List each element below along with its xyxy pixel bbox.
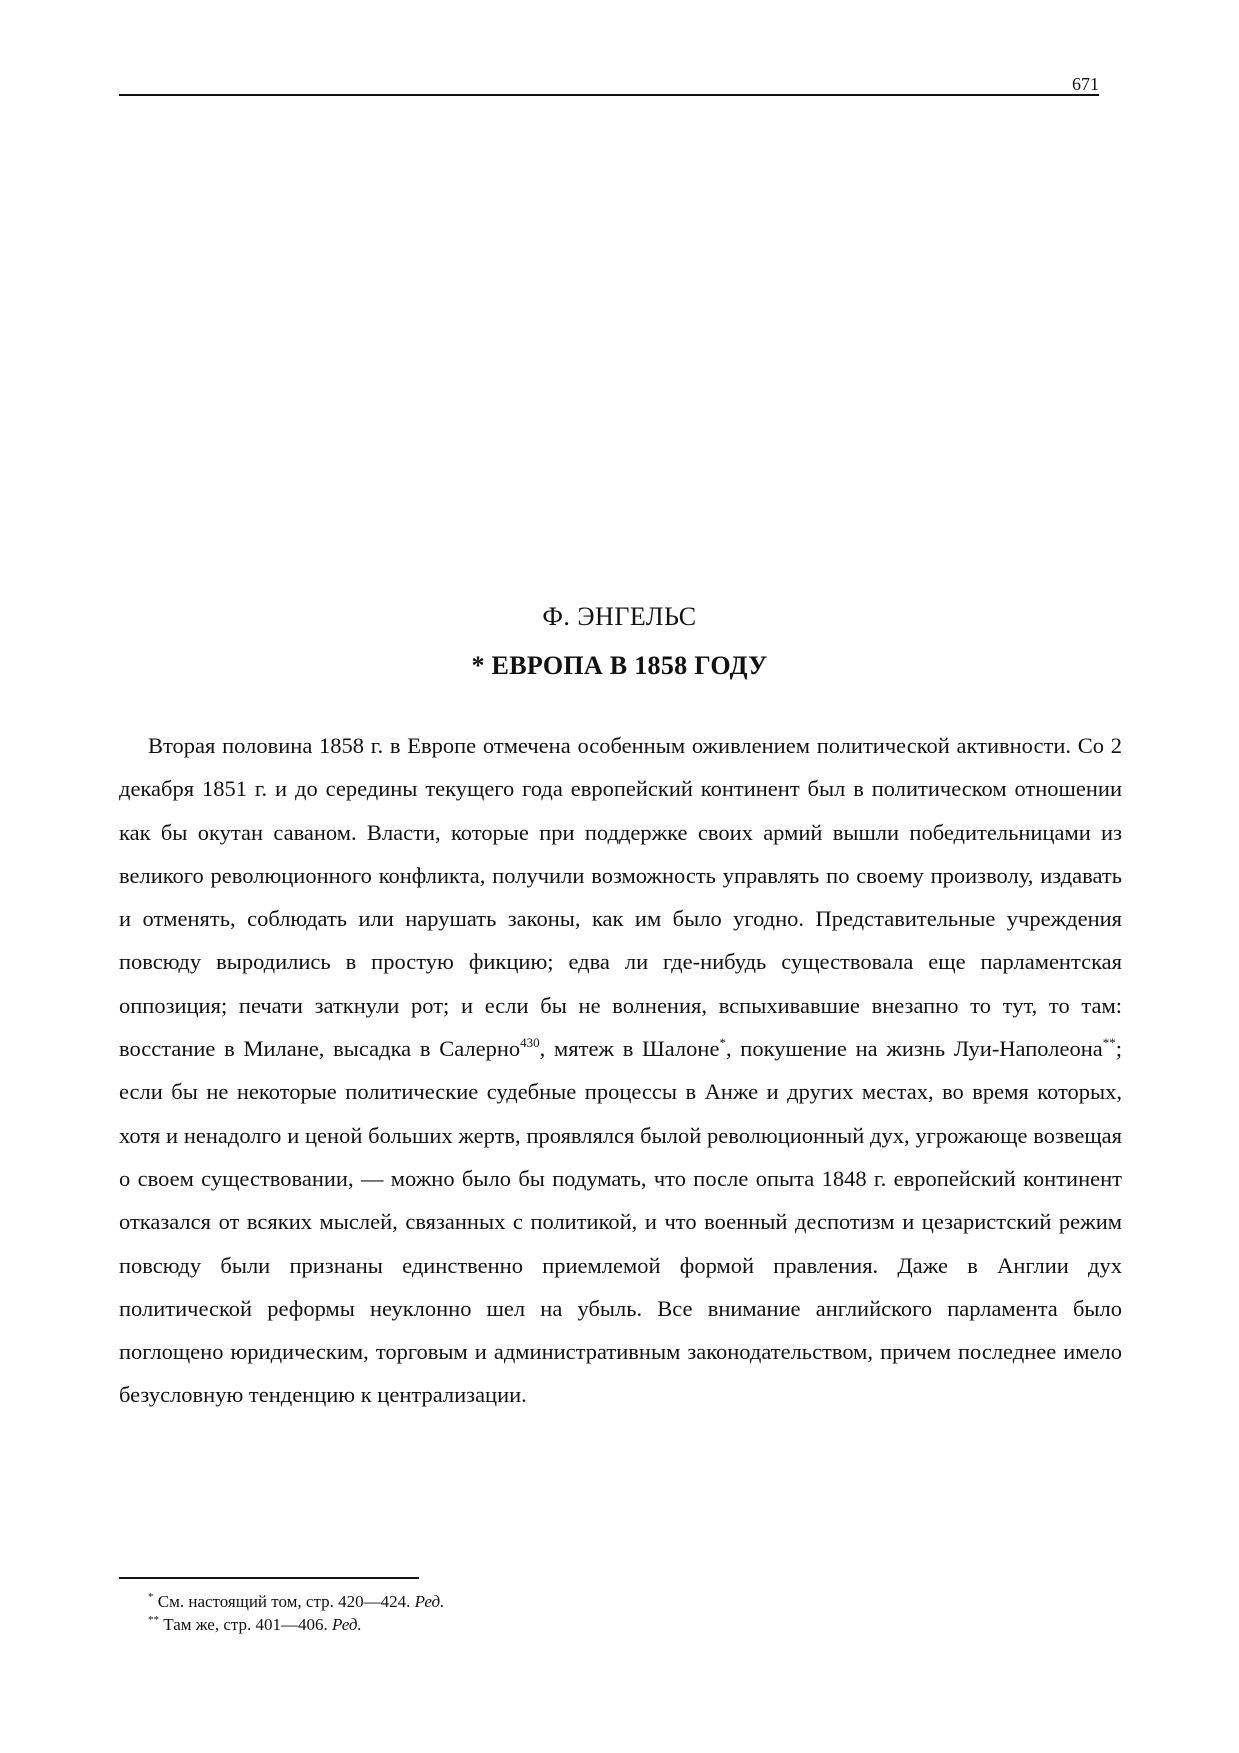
footnote-reference: *	[719, 1035, 726, 1051]
footnote-mark: *	[148, 1591, 154, 1603]
footnote-text: См. настоящий том, стр. 420—424.	[157, 1592, 415, 1611]
footnote-mark: **	[148, 1614, 159, 1626]
body-text-segment: ; если бы не некоторые политические судебные процессы в Анже и других местах, во время которых, хотя и ненадолго и ценой больших жертв, проявлялся былой революционный дух, угрожающе возвещая о своем существовании, — можно было бы подумать, что после опыта 1848 г. европейский континент отказался от всяких мыслей, связанных с политикой, и что военный деспотизм и цезаристский режим повсюду были признаны единственно приемлемой формой правления. Даже в Англии дух политической реформы неуклонно шел на убыль. Все внимание английского парламента было поглощено юридическим, торговым и административным законодательством, причем последнее имело безусловную тенденцию к централизации.	[119, 1036, 1122, 1408]
footnote-text: Там же, стр. 401—406.	[163, 1615, 333, 1634]
page-number: 671	[1072, 74, 1099, 94]
footnote-rule	[119, 1577, 419, 1579]
footnote-reference: **	[1102, 1035, 1116, 1051]
article-title: * ЕВРОПА В 1858 ГОДУ	[471, 651, 768, 680]
body-paragraph	[119, 724, 1122, 1417]
author-name: Ф. ЭНГЕЛЬС	[542, 602, 697, 631]
endnote-reference: 430	[520, 1035, 540, 1051]
footnote	[148, 1590, 1048, 1613]
header-rule	[119, 94, 1099, 96]
footnote-editor-note: Ред.	[414, 1592, 445, 1611]
footnote	[148, 1613, 1048, 1636]
body-text-segment: , мятеж в Шалоне	[539, 1036, 720, 1062]
footnote-editor-note: Ред.	[332, 1615, 362, 1634]
body-text-segment: , покушение на жизнь Луи-Наполеона	[725, 1036, 1103, 1062]
body-text-segment: Вторая половина 1858 г. в Европе отмечена особенным оживлением политической активности. Со 2 декабря 1851 г. и до середины текущего года европейский континент был в политическом отношении как бы окутан саваном. Власти, которые при поддержке своих армий вышли победительницами из великого революционного конфликта, получили возможность управлять по своему произволу, издавать и отменять, соблюдать или нарушать законы, как им было угодно. Представительные учреждения повсюду выродились в простую фикцию; едва ли где-нибудь существовала еще парламентская оппозиция; печати заткнули рот; и если бы не волнения, вспыхивавшие внезапно то тут, то там: восстание в Милане, высадка в Салерно	[119, 733, 1122, 1062]
footnotes	[148, 1590, 1048, 1636]
